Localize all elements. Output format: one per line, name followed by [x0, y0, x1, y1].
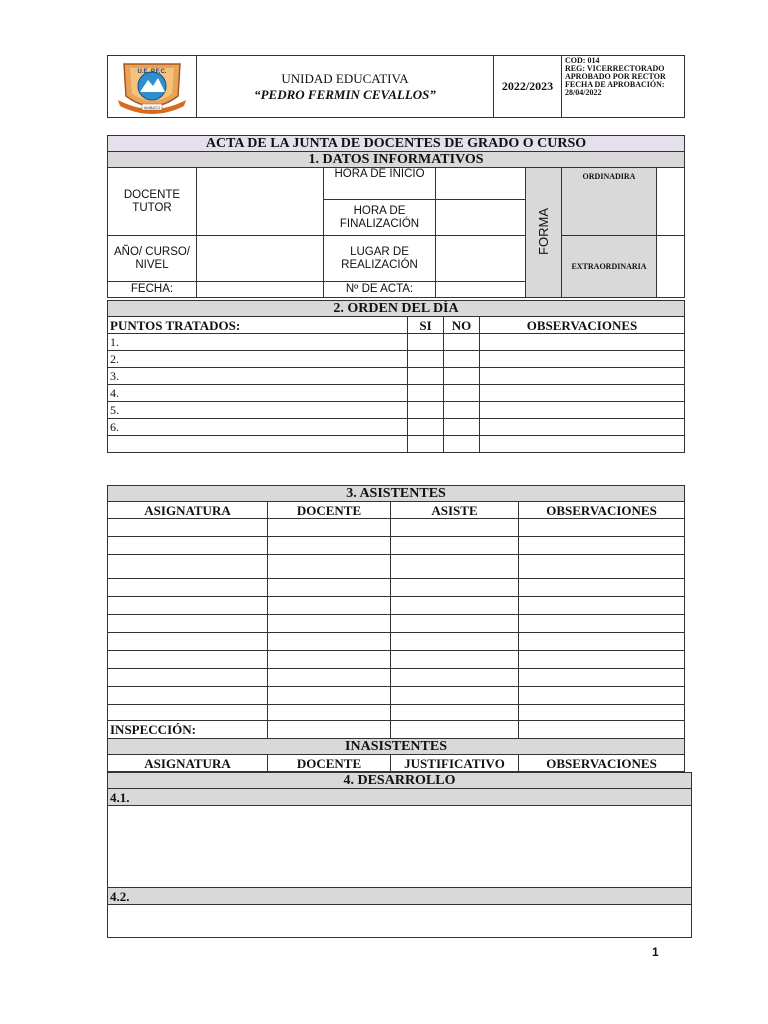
num-acta-label: Nº DE ACTA: [324, 282, 436, 298]
no-cell[interactable] [444, 402, 480, 419]
obs-cell[interactable] [480, 385, 685, 402]
asistente-cell[interactable] [391, 615, 519, 633]
asistente-cell[interactable] [391, 669, 519, 687]
si-cell[interactable] [408, 385, 444, 402]
asistente-cell[interactable] [268, 687, 391, 705]
col-asignatura: ASIGNATURA [108, 502, 268, 519]
desarrollo-table [107, 772, 692, 938]
no-cell[interactable] [444, 351, 480, 368]
orden-table [107, 300, 685, 453]
asistente-cell[interactable] [391, 537, 519, 555]
col-asignatura: ASIGNATURA [108, 755, 268, 772]
school-name-cell [197, 56, 494, 118]
ordinaria-checkbox[interactable] [657, 168, 685, 236]
school-logo [112, 56, 192, 114]
obs-cell[interactable] [480, 334, 685, 351]
asistente-cell[interactable] [391, 633, 519, 651]
desarrollo-4-1-field[interactable] [108, 806, 692, 888]
asistente-cell[interactable] [108, 705, 268, 721]
school-line2: “PEDRO FERMIN CEVALLOS” [254, 86, 436, 102]
asistente-cell[interactable] [268, 555, 391, 579]
obs-cell[interactable] [480, 419, 685, 436]
obs-cell[interactable] [480, 402, 685, 419]
docente-tutor-field[interactable] [197, 168, 324, 236]
lugar-field[interactable] [436, 236, 526, 282]
docente-tutor-label: DOCENTE TUTOR [108, 168, 197, 236]
logo-cell [108, 56, 197, 118]
fecha-label: FECHA: [108, 282, 197, 298]
logo-text: U.E. P.F.C. [137, 69, 167, 75]
anio-curso-field[interactable] [197, 236, 324, 282]
code-cell [562, 56, 685, 118]
datos-heading: 1. DATOS INFORMATIVOS [108, 152, 685, 168]
orden-row-label: 3. [108, 368, 408, 385]
asistente-cell[interactable] [519, 705, 685, 721]
asistente-cell[interactable] [519, 687, 685, 705]
desarrollo-4-2-field[interactable] [108, 905, 692, 938]
datos-table [107, 135, 685, 298]
asistente-cell[interactable] [391, 519, 519, 537]
asistente-cell[interactable] [108, 579, 268, 597]
hora-fin-label: HORA DE FINALIZACIÓN [324, 200, 436, 236]
obs-cell[interactable] [480, 351, 685, 368]
asistentes-heading: 3. ASISTENTES [108, 486, 685, 502]
asistente-cell[interactable] [391, 555, 519, 579]
logo-subtext: AMBATO [143, 105, 161, 110]
asistente-cell[interactable] [108, 555, 268, 579]
extraordinaria-checkbox[interactable] [657, 236, 685, 298]
asistente-cell[interactable] [108, 537, 268, 555]
code-line: APROBADO POR RECTOR [565, 72, 666, 81]
hora-inicio-field[interactable] [436, 168, 526, 200]
si-cell[interactable] [408, 351, 444, 368]
asistente-cell[interactable] [268, 537, 391, 555]
col-observaciones: OBSERVACIONES [519, 502, 685, 519]
asistente-cell[interactable] [268, 519, 391, 537]
inspeccion-cell[interactable] [268, 721, 391, 739]
no-cell[interactable] [444, 436, 480, 453]
asistente-cell[interactable] [268, 705, 391, 721]
asistente-cell[interactable] [519, 579, 685, 597]
form-title: ACTA DE LA JUNTA DE DOCENTES DE GRADO O CURSO [108, 136, 685, 152]
si-cell[interactable] [408, 402, 444, 419]
orden-row-label: 1. [108, 334, 408, 351]
orden-heading: 2. ORDEN DEL DÍA [108, 301, 685, 317]
code-line: REG: VICERRECTORADO [565, 64, 665, 73]
inspeccion-cell[interactable] [391, 721, 519, 739]
col-asiste: ASISTE [391, 502, 519, 519]
asistente-cell[interactable] [391, 687, 519, 705]
asistente-cell[interactable] [108, 519, 268, 537]
sub-heading-4-1: 4.1. [108, 789, 692, 806]
school-line1: UNIDAD EDUCATIVA [281, 70, 409, 86]
asistente-cell[interactable] [108, 597, 268, 615]
lugar-label: LUGAR DE REALIZACIÓN [324, 236, 436, 282]
col-si: SI [408, 317, 444, 334]
col-docente: DOCENTE [268, 755, 391, 772]
obs-cell[interactable] [480, 436, 685, 453]
no-cell[interactable] [444, 368, 480, 385]
asistentes-table [107, 485, 685, 772]
si-cell[interactable] [408, 368, 444, 385]
asistente-cell[interactable] [108, 633, 268, 651]
hora-inicio-label: HORA DE INICIO [324, 168, 436, 200]
asistente-cell[interactable] [108, 651, 268, 669]
inspeccion-cell[interactable] [519, 721, 685, 739]
si-cell[interactable] [408, 419, 444, 436]
page-number: 1 [652, 945, 659, 959]
forma-label: FORMA [536, 207, 551, 255]
orden-row-label: 4. [108, 385, 408, 402]
anio-curso-label: AÑO/ CURSO/ NIVEL [108, 236, 197, 282]
col-puntos: PUNTOS TRATADOS: [108, 317, 408, 334]
orden-row-label: 6. [108, 419, 408, 436]
si-cell[interactable] [408, 334, 444, 351]
inasistentes-heading: INASISTENTES [108, 739, 685, 755]
asistente-cell[interactable] [268, 579, 391, 597]
fecha-field[interactable] [197, 282, 324, 298]
asistente-cell[interactable] [268, 633, 391, 651]
col-docente: DOCENTE [268, 502, 391, 519]
header-table [107, 55, 685, 118]
asistente-cell[interactable] [519, 669, 685, 687]
no-cell[interactable] [444, 419, 480, 436]
col-no: NO [444, 317, 480, 334]
no-cell[interactable] [444, 334, 480, 351]
asistente-cell[interactable] [519, 537, 685, 555]
asistente-cell[interactable] [519, 519, 685, 537]
asistente-cell[interactable] [519, 651, 685, 669]
inspeccion-label: INSPECCIÓN: [108, 721, 268, 739]
asistente-cell[interactable] [519, 597, 685, 615]
extraordinaria-label: EXTRAORDINARIA [562, 236, 657, 298]
asistente-cell[interactable] [108, 687, 268, 705]
col-justificativo: JUSTIFICATIVO [391, 755, 519, 772]
obs-cell[interactable] [480, 368, 685, 385]
orden-row-label: 5. [108, 402, 408, 419]
asistente-cell[interactable] [268, 615, 391, 633]
code-line: 28/04/2022 [565, 88, 602, 97]
code-line: FECHA DE APROBACIÓN: [565, 80, 665, 89]
asistente-cell[interactable] [519, 615, 685, 633]
asistente-cell[interactable] [391, 651, 519, 669]
orden-row-label: 2. [108, 351, 408, 368]
asistente-cell[interactable] [519, 633, 685, 651]
asistente-cell[interactable] [268, 651, 391, 669]
ordinaria-label: ORDINADIRA [562, 168, 657, 236]
col-observaciones: OBSERVACIONES [519, 755, 685, 772]
col-obs: OBSERVACIONES [480, 317, 685, 334]
asistente-cell[interactable] [391, 579, 519, 597]
no-cell[interactable] [444, 385, 480, 402]
forma-cell [526, 168, 562, 298]
code-line: COD: 014 [565, 56, 600, 65]
orden-row-label [108, 436, 408, 453]
asistente-cell[interactable] [268, 669, 391, 687]
asistente-cell[interactable] [108, 669, 268, 687]
desarrollo-heading: 4. DESARROLLO [108, 773, 692, 789]
num-acta-field[interactable] [436, 282, 526, 298]
asistente-cell[interactable] [391, 705, 519, 721]
asistente-cell[interactable] [519, 555, 685, 579]
asistente-cell[interactable] [108, 615, 268, 633]
si-cell[interactable] [408, 436, 444, 453]
school-year: 2022/2023 [494, 56, 562, 118]
asistente-cell[interactable] [268, 597, 391, 615]
hora-fin-field[interactable] [436, 200, 526, 236]
asistente-cell[interactable] [391, 597, 519, 615]
sub-heading-4-2: 4.2. [108, 888, 692, 905]
